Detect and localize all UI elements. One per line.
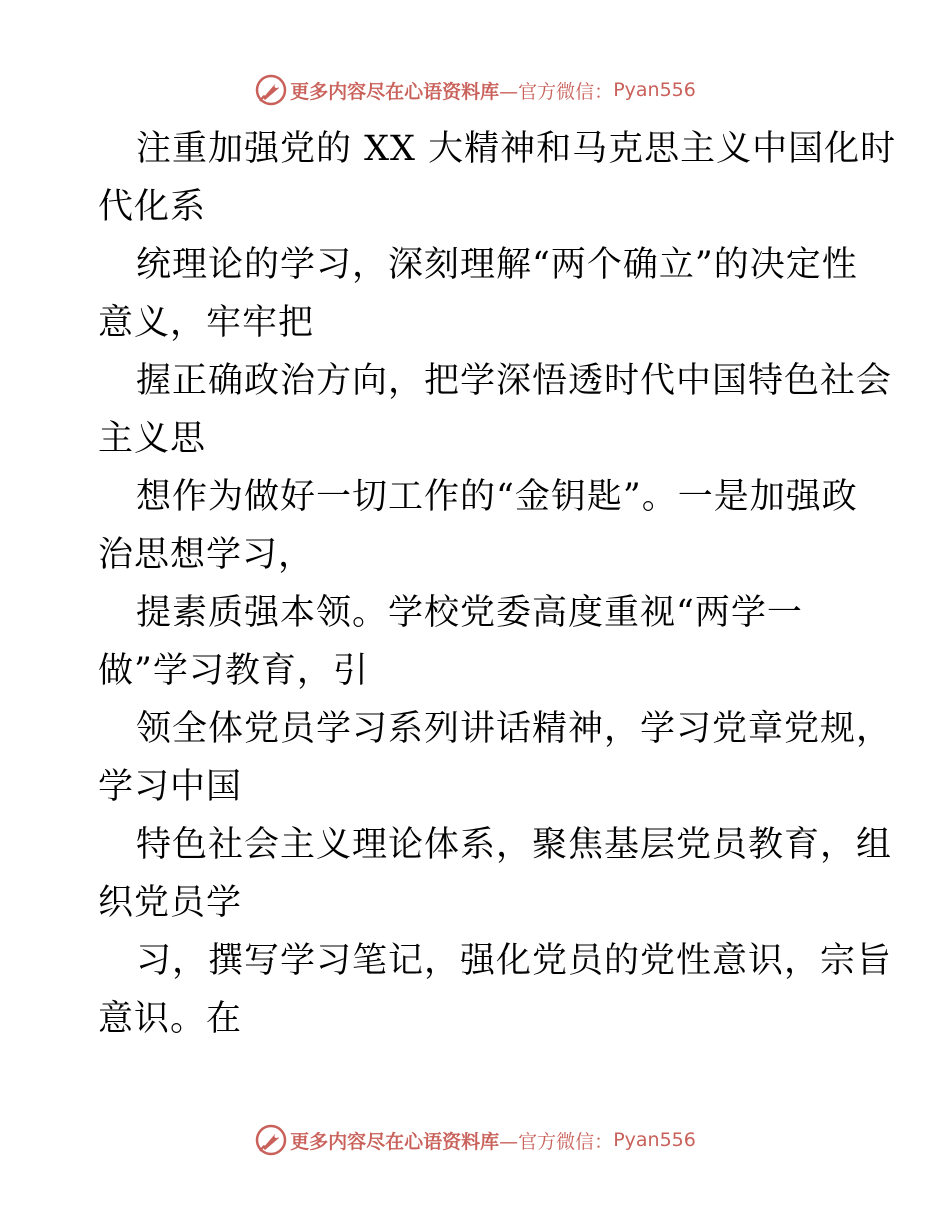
header-watermark-banner (0, 72, 950, 108)
paragraph-line: 做”学习教育，引 (98, 651, 369, 691)
paragraph-line: 学习中国 (98, 767, 243, 807)
paragraph-line: 特色社会主义理论体系，聚焦基层党员教育，组 (136, 825, 893, 865)
paragraph-line: 统理论的学习，深刻理解“两个确立”的决定性 (136, 245, 858, 285)
pen-nib-logo-icon (254, 1123, 288, 1157)
paragraph-line: 习，撰写学习笔记，强化党员的党性意识，宗旨 (136, 941, 893, 981)
banner-wechat-id: Pyan556 (613, 79, 696, 101)
footer-watermark-banner (0, 1122, 950, 1158)
paragraph-line: 意义，牢牢把 (98, 303, 315, 343)
paragraph-line: 注重加强党的 XX 大精神和马克思主义中国化时 (136, 129, 897, 169)
paragraph-line: 代化系 (98, 187, 207, 227)
paragraph-line: 主义思 (98, 419, 207, 459)
banner-wechat-label: —官方微信： (499, 1130, 614, 1153)
banner-site-name: 更多内容尽在心语资料库 (290, 80, 500, 103)
banner-wechat-label: —官方微信： (499, 80, 614, 103)
banner-wechat-id: Pyan556 (613, 1129, 696, 1151)
paragraph-line: 意识。在 (98, 999, 243, 1039)
paragraph-line: 治思想学习， (98, 535, 315, 575)
banner-site-name: 更多内容尽在心语资料库 (290, 1130, 500, 1153)
paragraph-line: 领全体党员学习系列讲话精神，学习党章党规， (136, 709, 893, 749)
document-body (98, 120, 897, 1048)
paragraph-line: 握正确政治方向，把学深悟透时代中国特色社会 (136, 361, 893, 401)
paragraph-line: 想作为做好一切工作的“金钥匙”。一是加强政 (136, 477, 858, 517)
paragraph-line: 提素质强本领。学校党委高度重视“两学一 (136, 593, 803, 633)
pen-nib-logo-icon (254, 73, 288, 107)
paragraph-line: 织党员学 (98, 883, 243, 923)
